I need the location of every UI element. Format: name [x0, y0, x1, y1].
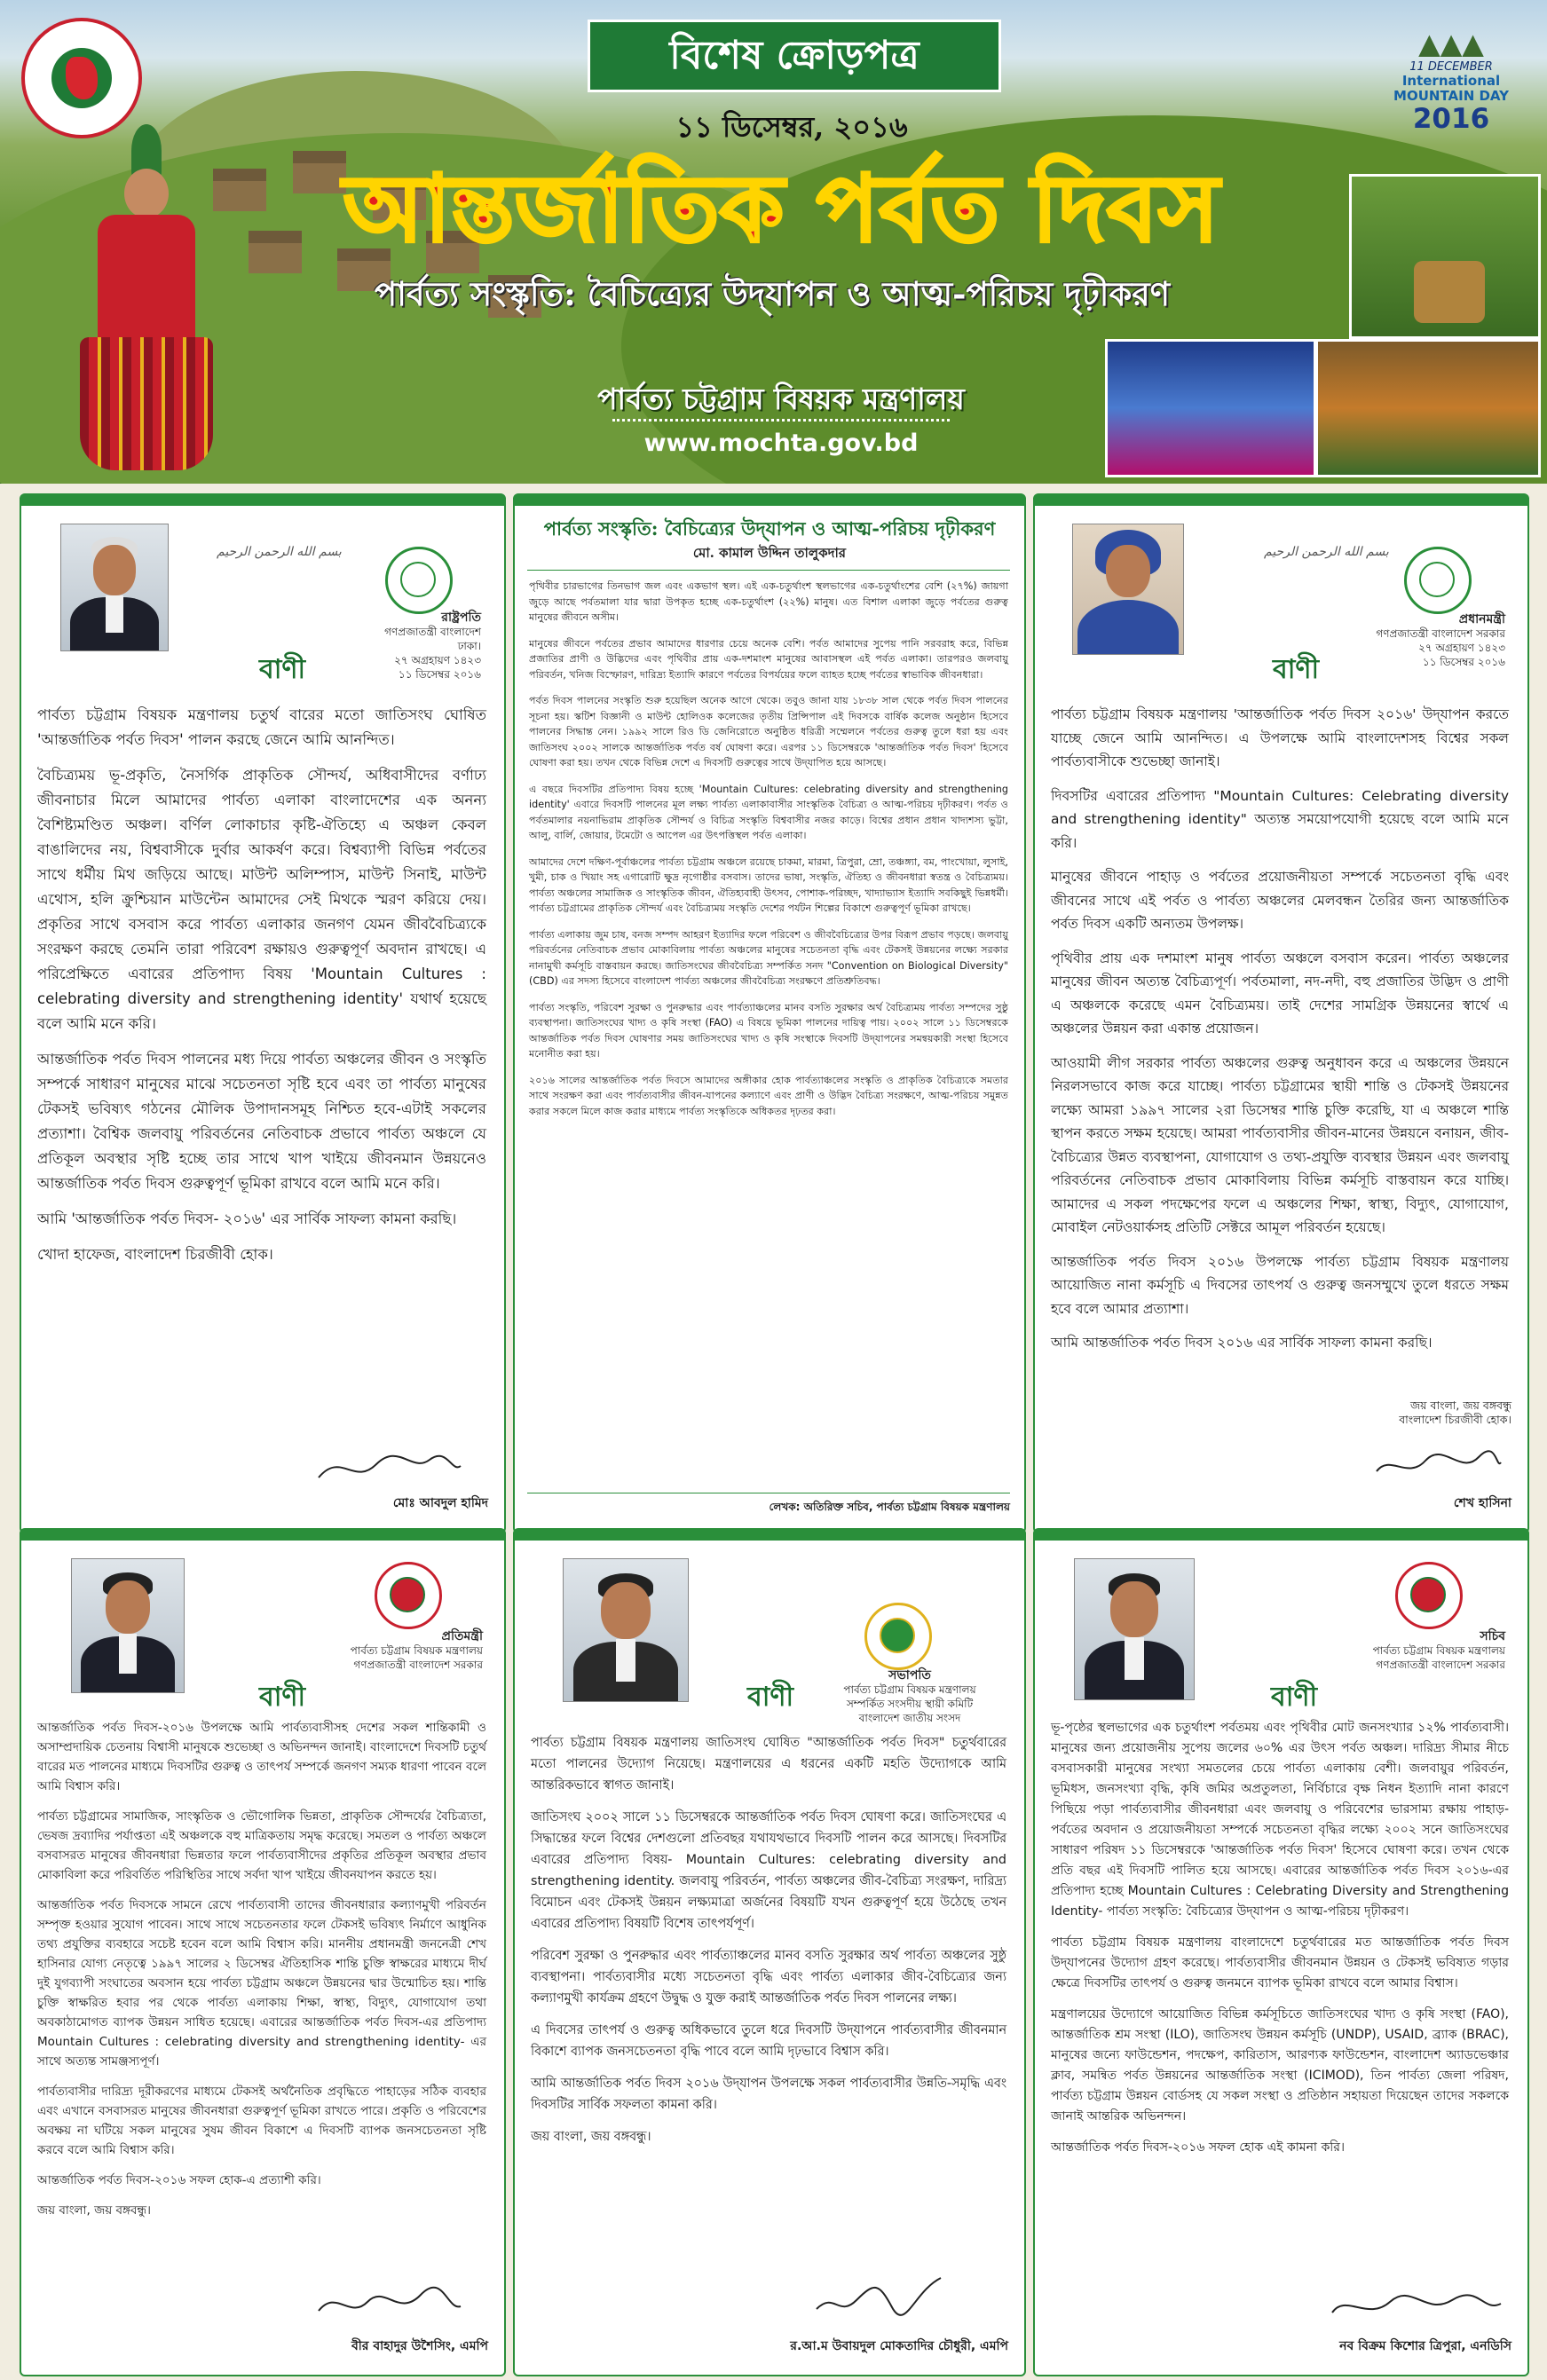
ministry-name: পার্বত্য চট্টগ্রাম বিষয়ক মন্ত্রণালয় — [597, 382, 965, 416]
pm-closing: জয় বাংলা, জয় বঙ্গবন্ধু বাংলাদেশ চিরজীবী হোক। — [1399, 1399, 1511, 1426]
supplement-label: বিশেষ ক্রোড়পত্র — [588, 20, 1001, 92]
parliament-seal — [864, 1603, 932, 1670]
bani-label: বাণী — [259, 1682, 306, 1713]
government-seal — [1395, 1562, 1463, 1629]
mountain-icon: ▲▲▲ — [1418, 27, 1484, 60]
pm-signature — [1372, 1445, 1505, 1484]
state-minister-photo — [71, 1558, 185, 1693]
president-seal — [385, 547, 453, 614]
article-author-note: লেখক: অতিরিক্ত সচিব, পার্বত্য চট্টগ্রাম বিষয়ক মন্ত্রণালয় — [769, 1501, 1010, 1513]
bani-label: বাণী — [1273, 654, 1320, 685]
dancer-photo — [27, 133, 257, 479]
state-minister-name: বীর বাহাদুর উশৈসিং, এমপি — [351, 2339, 488, 2353]
president-photo — [60, 524, 169, 651]
publication-date: ১১ ডিসেম্বর, ২০১৬ — [675, 110, 908, 144]
pm-message-text: পার্বত্য চট্টগ্রাম বিষয়ক মন্ত্রণালয় 'আন্তর্জাতিক পর্বত দিবস ২০১৬' উদ্‌যাপন করতে যাচ্ছে জেনে আমি আনন্দিত। এ উপলক্ষে আমি বাংলাদেশসহ বিশ্বের সকল পার্বত্যবাসীকে শুভেচ্ছা জানাই। দিবসটির এবারের প্রতিপাদ্য "Mountain Cultures: Celebrating diversity and strengthening identity" অত্যন্ত সময়োপযোগী হয়েছে বলে আমি মনে করি। মানুষের জীবনে পাহাড় ও পর্বতের প্রয়োজনীয়তা সম্পর্কে সচেতনতা বৃদ্ধি এবং জীবনের সাথে এই পর্বত ও পার্বত্য অঞ্চলের মেলবন্ধন তৈরির জন্য আন্তর্জাতিক পর্বত দিবস একটি অন্যতম উপলক্ষ। পৃথিবীর প্রায় এক দশমাংশ মানুষ পার্বত্য অঞ্চলে বসবাস করেন। পার্বত্য অঞ্চলের মানুষের জীবন অত্যন্ত বৈচিত্র্যপূর্ণ। পর্বতমালা, নদ-নদী, বহু প্রজাতির উদ্ভিদ ও প্রাণী এ অঞ্চলকে করেছে এমন বৈচিত্র্যময়। তাই দেশের সামগ্রিক উন্নয়নের স্বার্থে এ অঞ্চলের উন্নয়ন করা একান্ত প্রয়োজন। আওয়ামী লীগ সরকার পার্বত্য অঞ্চলের গুরুত্ব অনুধাবন করে এ অঞ্চলের উন্নয়নে নিরলসভাবে কাজ করে যাচ্ছে। পার্বত্য চট্টগ্রামের স্থায়ী শান্তি ও টেকসই উন্নয়নের লক্ষ্যে আমরা ১৯৯৭ সালের ২রা ডিসেম্বর শান্তি চুক্তি করেছি, যা এ অঞ্চলে শান্তি স্থাপন করতে সক্ষম হয়েছে। আমরা পার্বত্যবাসীর জীবন-মানের উন্নয়নে বনায়ন, জীব-বৈচিত্র্যের উন্নত ব্যবস্থাপনা, যোগাযোগ ও তথ্য-প্রযুক্তি ব্যবস্থার উন্নয়ন এবং জলবায়ু পরিবর্তনের নেতিবাচক প্রভাব মোকাবিলায় বিভিন্ন কর্মসূচি বাস্তবায়ন করে যাচ্ছি। আমাদের এ সকল পদক্ষেপের ফলে এ অঞ্চলের শিক্ষা, স্বাস্থ্য, বিদ্যুৎ, যোগাযোগ, মোবাইল নেটওয়ার্কসহ প্রতিটি সেক্টরে আমূল পরিবর্তন হয়েছে। আন্তর্জাতিক পর্বত দিবস ২০১৬ উপলক্ষে পার্বত্য চট্টগ্রাম বিষয়ক মন্ত্রণালয় আয়োজিত নানা কর্মসূচি এ দিবসের তাৎপর্য ও গুরুত্ব জনসম্মুখে তুলে ধরতে সক্ষম হবে বলে আমার প্রত্যাশা। আমি আন্তর্জাতিক পর্বত দিবস ২০১৬ এর সার্বিক সাফল্য কামনা করছি। — [1051, 706, 1509, 1351]
president-signature — [314, 1446, 465, 1491]
president-message-text: পার্বত্য চট্টগ্রাম বিষয়ক মন্ত্রণালয় চতুর্থ বারের মতো জাতিসংঘ ঘোষিত 'আন্তর্জাতিক পর্বত দিবস' পালন করছে জেনে আমি আনন্দিত। বৈচিত্র্যময় ভূ-প্রকৃতি, নৈসর্গিক প্রাকৃতিক সৌন্দর্য, অধিবাসীদের বর্ণাঢ্য জীবনাচার মিলে আমাদের পার্বত্য এলাকা বাংলাদেশের এক অনন্য বৈশিষ্ট্যমণ্ডিত অঞ্চল। বর্ণিল লোকাচার কৃষ্টি-ঐতিহ্যে এ অঞ্চল কেবল বাঙালিদের নয়, বিশ্ববাসীকে দুর্বার আকর্ষণ করে। বিশ্বব্যাপী বিভিন্ন পর্বতের সাথে ধর্মীয় মিথ জড়িয়ে আছে। মাউন্ট অলিম্পাস, মাউন্ট সিনাই, মাউন্ট এথোস, হলি ক্রুশ্চিয়ান মাউন্টেন আমাদের সেই মিথকে স্মরণ করিয়ে দেয়। প্রকৃতির সাথে বসবাস করে পার্বত্য এলাকার জনগণ যেমন জীববৈচিত্র্যকে সংরক্ষণ করছে তেমনি তারা পরিবেশ রক্ষায়ও গুরুত্বপূর্ণ অবদান রাখছে। এ পরিপ্রেক্ষিতে এবারের প্রতিপাদ্য বিষয় 'Mountain Cultures : celebrating diversity and strengthening identity' যথার্থ হয়েছে বলে আমি মনে করি। আন্তর্জাতিক পর্বত দিবস পালনের মধ্য দিয়ে পার্বত্য অঞ্চলের জীবন ও সংস্কৃতি সম্পর্কে সাধারণ মানুষের মাঝে সচেতনতা সৃষ্টি হবে এবং তা পার্বত্য মানুষের টেকসই ভবিষ্যৎ গঠনের মৌলিক উপাদানসমূহ নিশ্চিত হবে-এটাই সকলের প্রত্যাশা। বৈশ্বিক জলবায়ু পরিবর্তনের নেতিবাচক প্রভাবে পার্বত্য অঞ্চলে যে প্রতিকূল অবস্থার সৃষ্টি হচ্ছে তার সাথে খাপ খাইয়ে জীবনমান উন্নয়নেও আন্তর্জাতিক পর্বত দিবস গুরুত্বপূর্ণ ভূমিকা রাখবে বলে আমি মনে করি। আমি 'আন্তর্জাতিক পর্বত দিবস- ২০১৬' এর সার্বিক সাফল্য কামনা করছি। খোদা হাফেজ, বাংলাদেশ চিরজীবী হোক। — [37, 706, 486, 1263]
secretary-message-text: ভূ-পৃষ্ঠের স্থলভাগের এক চতুর্থাংশ পর্বতময় এবং পৃথিবীর মোট জনসংখ্যার ১২% পার্বত্যবাসী। মানুষের জন্য প্রয়োজনীয় সুপেয় জলের ৬০% এর উৎস পর্বত অঞ্চল। দারিদ্র্য সীমার নীচে বসবাসকারী মানুষের সংখ্যা সমতলের চেয়ে পার্বত্য এলাকায় বেশী। জলবায়ুর পরিবর্তন, ভূমিধস, জনসংখ্যা বৃদ্ধি, কৃষি জমির অপ্রতুলতা, নির্বিচারে বৃক্ষ নিধন ইত্যাদি নানা কারণে পিছিয়ে পড়া পার্বত্যবাসীর জীবনধারা এবং জলবায়ু ও পরিবেশের ভারসাম্য রক্ষায় পাহাড়-পর্বতের অবদান ও প্রয়োজনীয়তা সম্পর্কে সচেতনতা বৃদ্ধির লক্ষ্যে ২০০২ সনে জাতিসংঘের সাধারণ পরিষদ ১১ ডিসেম্বরকে 'আন্তর্জাতিক পর্বত দিবস' হিসেবে ঘোষণা করে। তখন থেকে প্রতি বছর এই দিবসটি পালিত হয়ে আসছে। এবারের আন্তর্জাতিক পর্বত দিবস ২০১৬-এর প্রতিপাদ্য হচ্ছে Mountain Cultures : Celebrating Diversity and Strengthening Identity- পার্বত্য সংস্কৃতি: বৈচিত্র্যের উদ্‌যাপন ও আত্ম-পরিচয় দৃঢ়ীকরণ। পার্বত্য চট্টগ্রাম বিষয়ক মন্ত্রণালয় বাংলাদেশে চতুর্থবারের মত আন্তর্জাতিক পর্বত দিবস উদ্‌যাপনের উদ্যোগ গ্রহণ করেছে। পার্বত্যবাসীর জীবনমান উন্নয়ন ও টেকসই ভবিষ্যত গড়ার ক্ষেত্রে দিবসটির তাৎপর্য ও গুরুত্ব জনমনে ব্যাপক ভূমিকা রাখবে বলে আমার বিশ্বাস। মন্ত্রণালয়ের উদ্যোগে আয়োজিত বিভিন্ন কর্মসূচিতে জাতিসংঘের খাদ্য ও কৃষি সংস্থা (FAO), আন্তর্জাতিক শ্রম সংস্থা (ILO), জাতিসংঘ উন্নয়ন কর্মসূচি (UNDP), USAID, ব্র্যাক (BRAC), মানুষের জন্যে ফাউন্ডেশন, পদক্ষেপ, কারিতাস, আরণ্যক ফাউন্ডেশন, বাংলাদেশ অ্যাডভেঞ্চার ক্লাব, সমন্বিত পর্বত উন্নয়নের আন্তর্জাতিক সংস্থা (ICIMOD), তিন পার্বত্য জেলা পরিষদ, পার্বত্য চট্টগ্রাম উন্নয়ন বোর্ডসহ যে সকল সংস্থা ও প্রতিষ্ঠান সহায়তা দিয়েছেন তাদের সকলকে জানাই আন্তরিক অভিনন্দন। আন্তর্জাতিক পর্বত দিবস-২০১৬ সফল হোক এই কামনা করি। — [1051, 1721, 1509, 2155]
weaving-photo — [1315, 339, 1541, 477]
main-title: আন্তর্জাতিক পর্বত দিবস — [343, 154, 1219, 263]
bani-label: বাণী — [259, 654, 306, 685]
chairman-photo — [563, 1558, 689, 1702]
president-title-block: রাষ্ট্রপতি গণপ্রজাতন্ত্রী বাংলাদেশ ঢাকা। ২৭ অগ্রহায়ণ ১৪২৩ ১১ ডিসেম্বর ২০১৬ — [384, 611, 481, 681]
pm-photo — [1072, 524, 1184, 655]
bismillah-text: بسم الله الرحمن الرحيم — [1264, 545, 1389, 559]
government-logo — [21, 18, 142, 138]
state-minister-message-text: আন্তর্জাতিক পর্বত দিবস-২০১৬ উপলক্ষে আমি পার্বত্যবাসীসহ দেশের সকল শান্তিকামী ও অসাম্প্রদায়িক চেতনায় বিশ্বাসী মানুষকে শুভেচ্ছা ও অভিনন্দন জানাই। বাংলাদেশে দিবসটি চতুর্থ বারের মত পালনের মাধ্যমে দিবসটির গুরুত্ব ও তাৎপর্য সম্পর্কে জনগণ সম্যক ধারণা পাবেন বলে আমি বিশ্বাস করি। পার্বত্য চট্টগ্রামের সামাজিক, সাংস্কৃতিক ও ভৌগোলিক ভিন্নতা, প্রাকৃতিক সৌন্দর্যের বৈচিত্র্যতা, ভেষজ দ্রব্যাদির পর্যাপ্ততা এই অঞ্চলকে বহু মাত্রিকতায় সমৃদ্ধ করেছে। সমতল ও পার্বত্য অঞ্চলে বসবাসরত মানুষের জীবনধারা ভিন্নতার ফলে পার্বত্যবাসীদের প্রকৃতির প্রতিকূল অবস্থার প্রভাব মোকাবিলা করে পরিবর্তিত পরিস্থিতির সাথে সর্বদা খাপ খাইয়ে জীবনযাপন করতে হয়। আন্তর্জাতিক পর্বত দিবসকে সামনে রেখে পার্বত্যবাসী তাদের জীবনধারার কল্যাণমুখী পরিবর্তন সম্পৃক্ত হওয়ার সুযোগ পাবেন। সাথে সাথে সচেতনতার ফলে টেকসই ভবিষ্যৎ নির্মাণে আধুনিক তথ্য প্রযুক্তির ব্যবহারে সচেষ্ট হবেন বলে আমি বিশ্বাস করি। মাননীয় প্রধানমন্ত্রী জননেত্রী শেখ হাসিনার যোগ্য নেতৃত্বে ১৯৯৭ সালের ২ ডিসেম্বর ঐতিহাসিক শান্তি চুক্তি স্বাক্ষরের মাধ্যমে দীর্ঘ দুই যুগব্যাপী সংঘাতের অবসান হয়ে পার্বত্য চট্টগ্রাম অঞ্চলে উন্নয়নের দ্বার উন্মোচিত হয়। শান্তি চুক্তি স্বাক্ষরিত হবার পর থেকে পার্বত্য এলাকায় শিক্ষা, স্বাস্থ্য, বিদ্যুৎ, যোগাযোগ তথা অবকাঠামোগত ব্যাপক উন্নয়ন সাধিত হয়েছে। এবারের আন্তর্জাতিক পর্বত দিবস-এর প্রতিপাদ্য Mountain Cultures : celebrating diversity and strengthening identity- এর সাথে অত্যন্ত সামঞ্জস্যপূর্ণ। পার্বত্যবাসীর দারিদ্র্য দূরীকরণের মাধ্যমে টেকসই অর্থনৈতিক প্রবৃদ্ধিতে পাহাড়ের সঠিক ব্যবহার এবং এখানে বসবাসরত মানুষের জীবনধারা গুরুত্বপূর্ণ ভূমিকা রাখতে পারে। প্রকৃতি ও পরিবেশের অবক্ষয় না ঘটিয়ে সকল মানুষের সুষম জীবন বিকাশে এ দিবসটি ব্যাপক জনসচেতনতা সৃষ্টি করবে বলে আমি বিশ্বাস করি। আন্তর্জাতিক পর্বত দিবস-২০১৬ সফল হোক-এ প্রত্যাশী করি। জয় বাংলা, জয় বঙ্গবন্ধু। — [37, 1721, 486, 2218]
secretary-message-panel — [1033, 1528, 1529, 2376]
president-message-panel — [20, 493, 506, 1533]
bani-label: বাণী — [1271, 1682, 1318, 1713]
divider — [612, 419, 950, 422]
secretary-name: নব বিক্রম কিশোর ত্রিপুরা, এনডিসি — [1339, 2339, 1511, 2353]
state-minister-message-panel — [20, 1528, 506, 2376]
secretary-title-block: সচিব পার্বত্য চট্টগ্রাম বিষয়ক মন্ত্রণালয় গণপ্রজাতন্ত্রী বাংলাদেশ সরকার — [1372, 1629, 1505, 1671]
basket-woman-photo — [1349, 174, 1541, 339]
pm-seal — [1404, 547, 1472, 614]
chairman-name: র.আ.ম উবায়দুল মোকতাদির চৌধুরী, এমপি — [790, 2339, 1008, 2353]
article-title: পার্বত্য সংস্কৃতি: বৈচিত্র্যের উদ্‌যাপন ও আত্ম-পরিচয় দৃঢ়ীকরণ — [543, 517, 996, 540]
article-byline: মো. কামাল উদ্দিন তালুকদার — [692, 545, 847, 561]
secretary-signature — [1328, 2286, 1505, 2327]
article-body: পৃথিবীর চারভাগের তিনভাগ জল এবং একভাগ স্থল। এই এক-চতুর্থাংশ স্থলভাগের এক-চতুর্থাংশের বেশি (২৭%) জায়গা জুড়ে আছে পর্বতমালা যার দ্বারা উপকৃত হচ্ছে এক-চতুর্থাংশ (২২%) মানুষ। এত বিশাল এলাকা জুড়ে পর্বতের গুরুত্ব মানুষের জীবনে অসীম। মানুষের জীবনে পর্বতের প্রভাব আমাদের ধারণার চেয়ে অনেক বেশি। পর্বত আমাদের সুপেয় পানি সরবরাহ করে, বিভিন্ন প্রজাতির প্রাণী ও উদ্ভিদের এবং পৃথিবীর প্রায় এক-দশমাংশ মানুষের আবাসস্থল এই পর্বত এলাকা। তারপরও জলবায়ু পরিবর্তন, খনিজ বিস্ফোরণ, দারিদ্র্য ইত্যাদি কারণে পর্বতের বিপর্যয়ের ফলে ব্যাহত হচ্ছে পর্বতের স্বাভাবিক জীবনধারা। পর্বত দিবস পালনের সংস্কৃতি শুরু হয়েছিল অনেক আগে থেকে। তবুও জানা যায় ১৮৩৮ সাল থেকে পর্বত দিবস পালনের সূচনা হয়। স্কটিশ বিজ্ঞানী ও মাউন্ট হোলিওক কলেজের তৃতীয় প্রিন্সিপাল এই দিবসকে বার্ষিক কলেজ অনুষ্ঠান হিসেবে পালনের সিদ্ধান্ত নেন। ১৯৯২ সালে রিও ডি জেনিরোতে অনুষ্ঠিত ধরিত্রী সম্মেলনে পর্বতের গুরুত্ব তুলে ধরা হয় এবং জাতিসংঘ ২০০২ সালকে আন্তর্জাতিক পর্বত বর্ষ ঘোষণা করে। এরপর ১১ ডিসেম্বরকে 'আন্তর্জাতিক পর্বত দিবস' হিসেবে ঘোষণা করা হয়। তখন থেকে বিভিন্ন দেশে এ দিবসটি গুরুত্বের সাথে উদ্‌যাপিত হয়ে আসছে। এ বছরে দিবসটির প্রতিপাদ্য বিষয় হচ্ছে 'Mountain Cultures: celebrating diversity and strengthening identity' এবারে দিবসটি পালনের মূল লক্ষ্য পার্বত্য এলাকাবাসীর সাংস্কৃতিক বৈচিত্র্য ও আত্ম-পরিচয় দৃঢ়ীকরণ। পর্বত ও পর্বতমালার নয়নাভিরাম প্রাকৃতিক সৌন্দর্য ও বিচিত্র সংস্কৃতি বিশ্ববাসীর নজর কাড়ে। বিশ্বের প্রধান প্রধান খাদ্যশস্য ভুট্টা, আলু, বার্লি, জোয়ার, টমেটো ও আপেল এর উৎপত্তিস্থল পর্বত এলাকা। আমাদের দেশে দক্ষিণ-পূর্বাঞ্চলের পার্বত্য চট্টগ্রাম অঞ্চলে রয়েছে চাকমা, মারমা, ত্রিপুরা, ম্রো, তঞ্চঙ্গ্যা, বম, পাংখোয়া, লুসাই, খুমী, চাক ও খিয়াং সহ এগারোটি ক্ষুদ্র নৃগোষ্ঠীর বসবাস। তাদের ভাষা, সংস্কৃতি, ঐতিহ্য ও জীবনধারা স্বতন্ত্র ও বৈচিত্র্যময়। পার্বত্য অঞ্চলের সামাজিক ও সাংস্কৃতিক জীবন, ঐতিহ্যবাহী উৎসব, পোশাক-পরিচ্ছদ, খাদ্যাভ্যাস ইত্যাদি সবকিছুই ভিন্নধর্মী। পার্বত্য চট্টগ্রামের প্রাকৃতিক সৌন্দর্য এবং বৈচিত্র্যময় সংস্কৃতি দেশের পর্যটন শিল্পের বিকাশে গুরুত্বপূর্ণ ভূমিকা রাখছে। পার্বত্য এলাকায় জুম চাষ, বনজ সম্পদ আহরণ ইত্যাদির ফলে পরিবেশ ও জীববৈচিত্র্যের উপর বিরূপ প্রভাব পড়ছে। জলবায়ু পরিবর্তনের নেতিবাচক প্রভাব মোকাবিলায় পার্বত্য অঞ্চলের মানুষের সচেতনতা বৃদ্ধি এবং টেকসই উন্নয়নের লক্ষ্যে সরকার নানামুখী কর্মসূচি বাস্তবায়ন করছে। জাতিসংঘের জীববৈচিত্র্য সম্পর্কিত সনদ "Convention on Biological Diversity" (CBD) এর সদস্য হিসেবে বাংলাদেশ পার্বত্য অঞ্চলের জীববৈচিত্র্য সংরক্ষণে প্রতিশ্রুতিবদ্ধ। পার্বত্য সংস্কৃতি, পরিবেশ সুরক্ষা ও পুনরুদ্ধার এবং পার্বত্যাঞ্চলের মানব বসতি সুরক্ষার অর্থ বৈচিত্র্যময় পার্বত্য সম্পদের সুষ্ঠু ব্যবস্থাপনা। জাতিসংঘের খাদ্য ও কৃষি সংস্থা (FAO) এ বিষয়ে ভূমিকা পালনের দায়িত্ব পায়। ২০০২ সালে ১১ ডিসেম্বরকে আন্তর্জাতিক পর্বত দিবস ঘোষণার সময় জাতিসংঘের খাদ্য ও কৃষি সংস্থাকে দিবসটি উদ্‌যাপনের সমন্বয়কারী সংস্থা হিসেবে মনোনীত করা হয়। ২০১৬ সালের আন্তর্জাতিক পর্বত দিবসে আমাদের অঙ্গীকার হোক পার্বত্যাঞ্চলের সংস্কৃতি ও প্রাকৃতিক বৈচিত্র্যকে সমতার সাথে সংরক্ষণ করা এবং পার্বত্যবাসীর জীবন-যাপনের কল্যাণে এবং প্রাণী ও উদ্ভিদ বৈচিত্র্য সংরক্ষণে, আত্ম-পরিচয় সমুন্নত করার সকলে মিলে কাজ করার মাধ্যমে পার্বত্য সংস্কৃতিকে অধিকতর দৃঢ়তর করা। — [529, 580, 1008, 1117]
chairman-message-text: পার্বত্য চট্টগ্রাম বিষয়ক মন্ত্রণালয় জাতিসংঘ ঘোষিত "আন্তর্জাতিক পর্বত দিবস" চতুর্থবারের মতো পালনের উদ্যোগ নিয়েছে। মন্ত্রণালয়ের এ ধরনের একটি মহতি উদ্যোগকে আমি আন্তরিকভাবে স্বাগত জানাই। জাতিসংঘ ২০০২ সালে ১১ ডিসেম্বরকে আন্তর্জাতিক পর্বত দিবস ঘোষণা করে। জাতিসংঘের এ সিদ্ধান্তের ফলে বিশ্বের দেশগুলো প্রতিবছর যথাযথভাবে দিবসটি পালন করে আসছে। দিবসটির এবারের প্রতিপাদ্য বিষয়- Mountain Cultures: celebrating diversity and strengthening identity. জলবায়ু পরিবর্তন, পার্বত্য অঞ্চলের জীব-বৈচিত্র্য সংরক্ষণ, দারিদ্র্য বিমোচন এবং টেকসই উন্নয়ন লক্ষ্যমাত্রা অর্জনের বিষয়টি যখন গুরুত্বপূর্ণ হয়ে উঠেছে তখন এবারের প্রতিপাদ্য বিষয়টি বিশেষ তাৎপর্যপূর্ণ। পরিবেশ সুরক্ষা ও পুনরুদ্ধার এবং পার্বত্যাঞ্চলের মানব বসতি সুরক্ষার অর্থ পার্বত্য অঞ্চলের সুষ্ঠু ব্যবস্থাপনা। পার্বত্যবাসীর মধ্যে সচেতনতা বৃদ্ধি এবং পার্বত্য এলাকার জীব-বৈচিত্র্যের জন্য কল্যাণমুখী কার্যক্রম গ্রহণে উদ্বুদ্ধ ও যুক্ত করাই আন্তর্জাতিক পর্বত দিবস পালনের লক্ষ্য। এ দিবসের তাৎপর্য ও গুরুত্ব অধিকভাবে তুলে ধরে দিবসটি উদ্‌যাপনে পার্বত্যবাসীর জীবনমান বিকাশে ব্যাপক জনসচেতনতা বৃদ্ধি পাবে বলে আমি দৃঢ়ভাবে বিশ্বাস করি। আমি আন্তর্জাতিক পর্বত দিবস ২০১৬ উদ্‌যাপন উপলক্ষে সকল পার্বত্যবাসীর উন্নতি-সমৃদ্ধি এবং দিবসটির সার্বিক সফলতা কামনা করি। জয় বাংলা, জয় বঙ্গবন্ধু। — [531, 1736, 1006, 2144]
president-name: মোঃ আবদুল হামিদ — [392, 1496, 488, 1510]
header-banner — [0, 0, 1547, 484]
secretary-photo — [1074, 1558, 1195, 1700]
mountain-day-logo: ▲▲▲ 11 DECEMBER International MOUNTAIN DAY 2016 — [1371, 27, 1531, 151]
feature-article-panel — [513, 493, 1026, 1533]
bani-label: বাণী — [747, 1682, 794, 1713]
pm-message-panel — [1033, 493, 1529, 1533]
website-link[interactable]: www.mochta.gov.bd — [643, 430, 919, 457]
chairman-title-block: সভাপতি পার্বত্য চট্টগ্রাম বিষয়ক মন্ত্রণালয় সম্পর্কিত সংসদীয় স্থায়ী কমিটি বাংলাদেশ জাতীয় সংসদ — [843, 1668, 976, 1724]
chairman-signature — [808, 2274, 950, 2327]
state-minister-title-block: প্রতিমন্ত্রী পার্বত্য চট্টগ্রাম বিষয়ক মন্ত্রণালয় গণপ্রজাতন্ত্রী বাংলাদেশ সরকার — [350, 1629, 483, 1671]
divider — [527, 570, 1010, 571]
theme-subtitle: পার্বত্য সংস্কৃতি: বৈচিত্র্যের উদ্‌যাপন ও আত্ম-পরিচয় দৃঢ়ীকরণ — [374, 274, 1170, 313]
cultural-dance-photo — [1105, 339, 1316, 477]
committee-chairman-message-panel — [513, 1528, 1026, 2376]
pm-title-block: প্রধানমন্ত্রী গণপ্রজাতন্ত্রী বাংলাদেশ সরকার ২৭ অগ্রহায়ণ ১৪২৩ ১১ ডিসেম্বর ২০১৬ — [1376, 612, 1505, 668]
state-minister-signature — [314, 2284, 465, 2329]
bismillah-text: بسم الله الرحمن الرحيم — [217, 545, 342, 559]
pm-name: শেখ হাসিনা — [1453, 1496, 1511, 1510]
government-seal — [375, 1562, 442, 1629]
